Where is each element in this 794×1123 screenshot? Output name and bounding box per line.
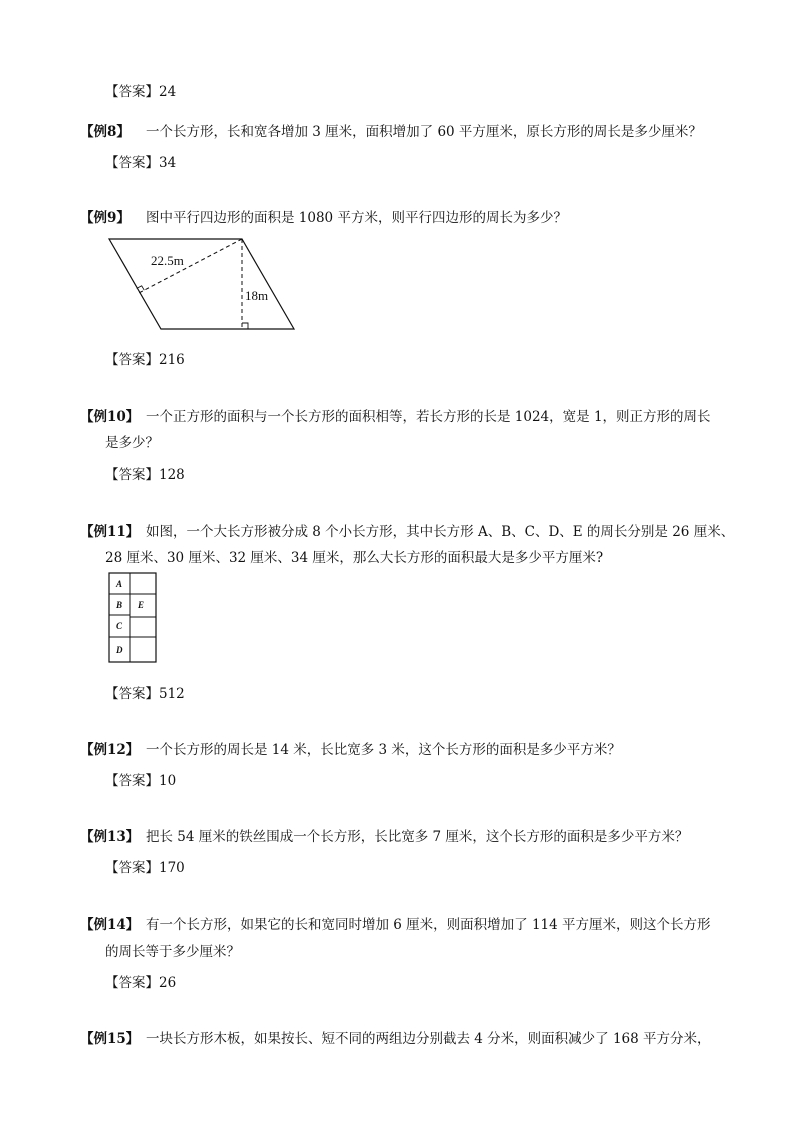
answer-label: 【答案】 bbox=[105, 686, 159, 702]
answer-14 bbox=[105, 971, 176, 991]
example-11-label: 【例11】 bbox=[80, 524, 140, 540]
answer-13 bbox=[105, 856, 185, 876]
answer-label: 【答案】 bbox=[105, 975, 159, 991]
example-14-text-line2: 的周长等于多少厘米？ bbox=[105, 944, 240, 960]
answer-11 bbox=[105, 682, 185, 702]
example-11-text-line2: 28 厘米、30 厘米、32 厘米、34 厘米，那么大长方形的面积最大是多少平方厘米? bbox=[105, 550, 604, 566]
example-8-label: 【例8】 bbox=[80, 124, 130, 140]
answer-label: 【答案】 bbox=[105, 352, 159, 368]
cell-label-b: B bbox=[116, 600, 123, 610]
vertical-height-label: 18m bbox=[245, 288, 269, 303]
example-9-text: 图中平行四边形的面积是 1080 平方米，则平行四边形的周长为多少？ bbox=[146, 210, 567, 226]
example-9-label: 【例9】 bbox=[80, 210, 130, 226]
example-10-text-line2: 是多少？ bbox=[105, 435, 159, 451]
answer-label: 【答案】 bbox=[105, 84, 159, 100]
rectangle-grid-figure bbox=[108, 572, 160, 664]
cell-label-e: E bbox=[138, 600, 145, 610]
answer-label: 【答案】 bbox=[105, 155, 159, 171]
parallelogram-outline bbox=[109, 239, 294, 329]
answer-prev bbox=[105, 80, 176, 100]
example-13-text: 把长 54 厘米的铁丝围成一个长方形，长比宽多 7 厘米，这个长方形的面积是多少平方米？ bbox=[146, 829, 689, 845]
cell-label-c: C bbox=[116, 621, 123, 631]
example-12-text: 一个长方形的周长是 14 米，长比宽多 3 米，这个长方形的面积是多少平方米？ bbox=[146, 742, 621, 758]
example-14-label: 【例14】 bbox=[80, 917, 140, 933]
example-12-label: 【例12】 bbox=[80, 742, 140, 758]
answer-value: 10 bbox=[159, 773, 177, 789]
answer-label: 【答案】 bbox=[105, 467, 159, 483]
parallelogram-figure bbox=[100, 230, 300, 335]
answer-value: 24 bbox=[159, 84, 177, 100]
right-angle-mark-base bbox=[242, 323, 248, 329]
answer-value: 26 bbox=[159, 975, 177, 991]
example-14-text-line1: 有一个长方形，如果它的长和宽同时增加 6 厘米，则面积增加了 114 平方厘米，则这个长方形 bbox=[146, 917, 711, 933]
answer-10 bbox=[105, 463, 185, 483]
answer-label: 【答案】 bbox=[105, 773, 159, 789]
answer-8 bbox=[105, 151, 176, 171]
example-13-label: 【例13】 bbox=[80, 829, 140, 845]
cell-label-a: A bbox=[116, 579, 123, 589]
example-15-text-line1: 一块长方形木板，如果按长、短不同的两组边分别截去 4 分米，则面积减少了 168 平方分米， bbox=[146, 1031, 711, 1047]
example-8-text: 一个长方形，长和宽各增加 3 厘米，面积增加了 60 平方厘米，原长方形的周长是多少厘米？ bbox=[146, 124, 702, 140]
answer-value: 34 bbox=[159, 155, 177, 171]
answer-9 bbox=[105, 348, 185, 368]
answer-value: 128 bbox=[159, 467, 185, 483]
example-10-text-line1: 一个正方形的面积与一个长方形的面积相等，若长方形的长是 1024，宽是 1，则正方形的周长 bbox=[146, 409, 711, 425]
answer-value: 512 bbox=[159, 686, 185, 702]
cell-label-d: D bbox=[116, 645, 123, 655]
answer-label: 【答案】 bbox=[105, 860, 159, 876]
example-10-label: 【例10】 bbox=[80, 409, 140, 425]
answer-12 bbox=[105, 769, 176, 789]
answer-value: 170 bbox=[159, 860, 185, 876]
example-11-text-line1: 如图，一个大长方形被分成 8 个小长方形，其中长方形 A、B、C、D、E 的周长分别是 26 厘米、 bbox=[146, 524, 735, 540]
answer-value: 216 bbox=[159, 352, 185, 368]
example-15-label: 【例15】 bbox=[80, 1031, 140, 1047]
slant-height-label: 22.5m bbox=[151, 253, 184, 268]
